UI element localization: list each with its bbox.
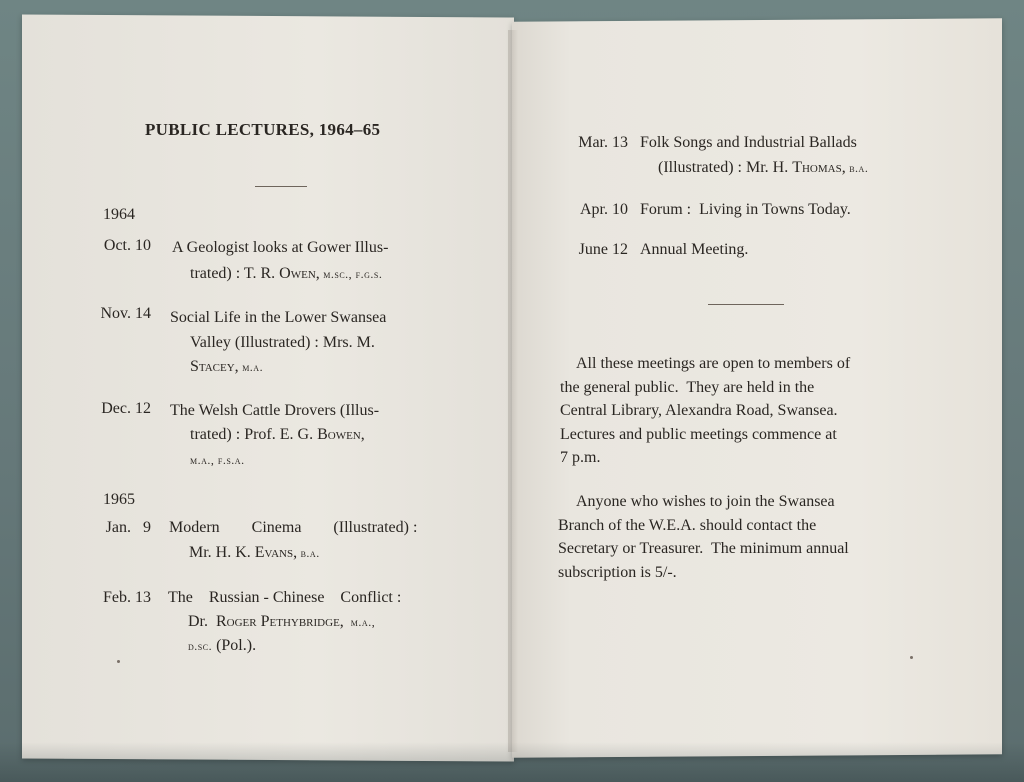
lecture-entry: [548, 131, 988, 185]
paper-speck: [117, 660, 120, 663]
lecture-entry: [71, 586, 491, 662]
lecture-title-cont: Valley (Illustrated) : Mrs. M.: [190, 334, 375, 351]
lecture-speaker-degrees: d.sc. (Pol.).: [188, 637, 257, 654]
table-shadow: [0, 742, 1024, 782]
lecture-title: Annual Meeting.: [640, 241, 749, 258]
lecture-title: Folk Songs and Industrial Ballads: [640, 134, 857, 151]
lecture-speaker: trated) : T. R. Owen, m.sc., f.g.s.: [190, 265, 383, 282]
lecture-entry: [548, 238, 988, 264]
lecture-speaker: (Illustrated) : Mr. H. Thomas, b.a.: [658, 159, 869, 176]
lecture-speaker: trated) : Prof. E. G. Bowen,: [190, 426, 365, 443]
year-heading-1964: 1964: [103, 206, 135, 223]
divider-rule: [255, 186, 307, 187]
paper-speck: [910, 656, 913, 659]
page-title: PUBLIC LECTURES, 1964–65: [145, 120, 381, 139]
lecture-date: Dec. 12: [101, 400, 151, 417]
lecture-entry: [71, 302, 491, 378]
lecture-date: June 12: [578, 241, 628, 258]
lecture-title: The Welsh Cattle Drovers (Illus-: [170, 402, 380, 419]
page-fold: [508, 30, 518, 752]
lecture-speaker-degrees: m.a., f.s.a.: [190, 453, 245, 467]
lecture-speaker: Dr. Roger Pethybridge, m.a.,: [188, 613, 376, 630]
year-heading-1965: 1965: [103, 491, 135, 508]
lecture-title: Forum : Living in Towns Today.: [640, 201, 851, 218]
lecture-speaker: Mr. H. K. Evans, b.a.: [189, 544, 320, 561]
lecture-title: Modern Cinema (Illustrated) :: [169, 519, 418, 536]
membership-paragraph: Anyone who wishes to join the Swansea Branch of the W.E.A. should contact the Secretary or Treasurer. The minimum annual subscription is 5/-.: [558, 493, 849, 581]
lecture-date: Feb. 13: [103, 589, 151, 606]
lecture-title: Social Life in the Lower Swansea: [170, 309, 387, 326]
meetings-info-paragraph: All these meetings are open to members of the general public. They are held in the Central Library, Alexandra Road, Swansea. Lectures and public meetings commence at 7 p.m.: [560, 355, 851, 466]
lecture-date: Mar. 13: [578, 134, 628, 151]
lecture-entry: [71, 516, 491, 570]
lecture-entry: [71, 397, 491, 473]
lecture-entry: [548, 198, 988, 224]
lecture-title: A Geologist looks at Gower Illus-: [172, 239, 389, 256]
lecture-date: Jan. 9: [105, 519, 151, 536]
divider-rule: [708, 304, 784, 305]
lecture-date: Apr. 10: [580, 201, 628, 218]
lecture-speaker: Stacey, m.a.: [190, 358, 264, 375]
lecture-date: Nov. 14: [100, 305, 151, 322]
lecture-title: The Russian - Chinese Conflict :: [168, 589, 402, 606]
lecture-entry: [71, 234, 491, 294]
lecture-date: Oct. 10: [103, 237, 151, 254]
